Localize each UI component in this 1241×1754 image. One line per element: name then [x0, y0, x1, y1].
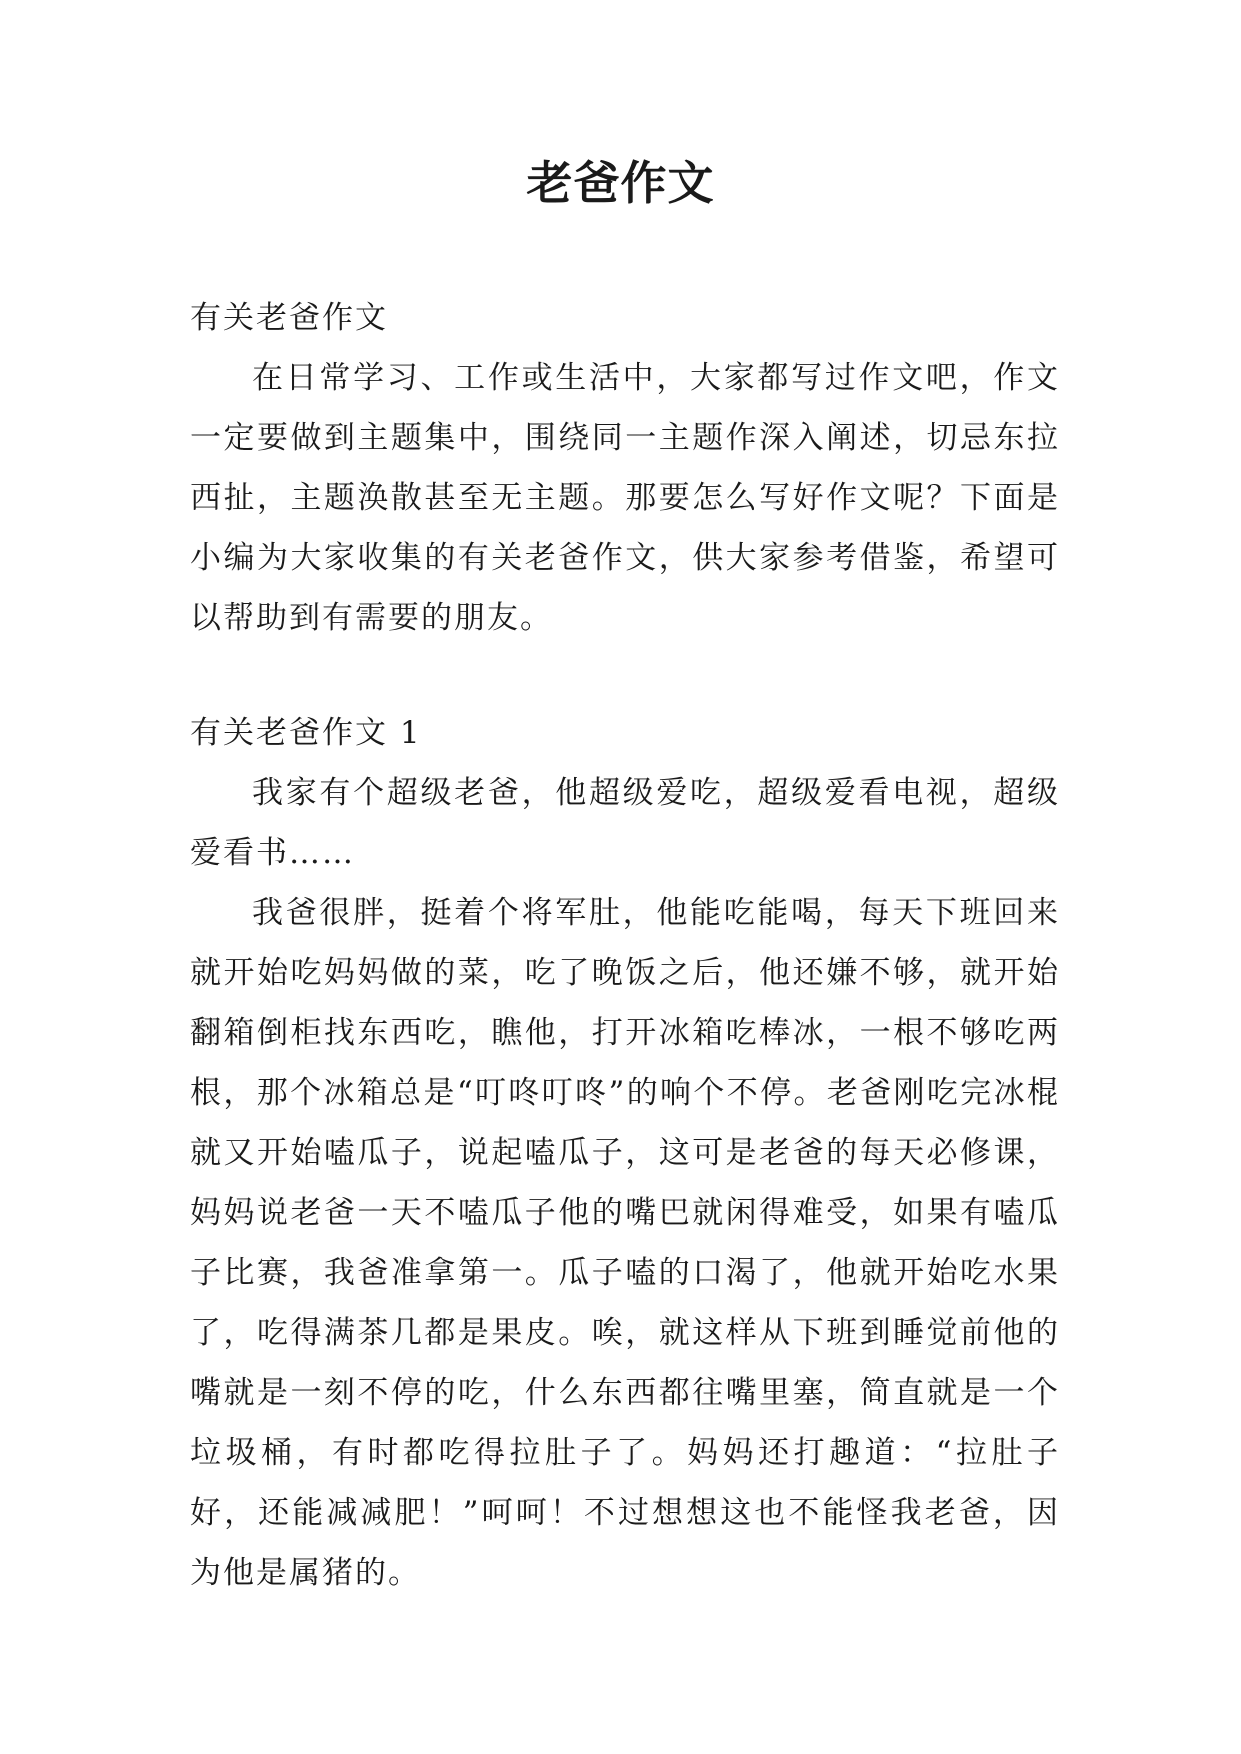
intro-paragraph: 在日常学习、工作或生活中，大家都写过作文吧，作文一定要做到主题集中，围绕同一主题作深入阐述，切忌东拉西扯，主题涣散甚至无主题。那要怎么写好作文呢？下面是小编为大家收集的有关老爸作文，供大家参考借鉴，希望可以帮助到有需要的朋友。 [190, 360, 1060, 636]
document-title: 老爸作文 [526, 156, 715, 210]
section-spacer [190, 648, 1060, 703]
essay-1-paragraph-1: 我家有个超级老爸，他超级爱吃，超级爱看电视，超级爱看书…… [190, 775, 1060, 871]
essay-1-paragraph-2: 我爸很胖，挺着个将军肚，他能吃能喝，每天下班回来就开始吃妈妈做的菜，吃了晚饭之后，他还嫌不够，就开始翻箱倒柜找东西吃，瞧他，打开冰箱吃棒冰，一根不够吃两根，那个冰箱总是“叮咚叮咚”的响个不停。老爸刚吃完冰棍就又开始嗑瓜子，说起嗑瓜子，这可是老爸的每天必修课，妈妈说老爸一天不嗑瓜子他的嘴巴就闲得难受，如果有嗑瓜子比赛，我爸准拿第一。瓜子嗑的口渴了，他就开始吃水果了，吃得满茶几都是果皮。唉，就这样从下班到睡觉前他的嘴就是一刻不停的吃，什么东西都往嘴里塞，简直就是一个垃圾桶，有时都吃得拉肚子了。妈妈还打趣道：“拉肚子好，还能减减肥！”呵呵！不过想想这也不能怪我老爸，因为他是属猪的。 [190, 895, 1060, 1591]
document-body [190, 288, 1060, 1603]
intro-heading: 有关老爸作文 [190, 300, 388, 336]
essay-1-heading: 有关老爸作文 1 [190, 715, 422, 751]
